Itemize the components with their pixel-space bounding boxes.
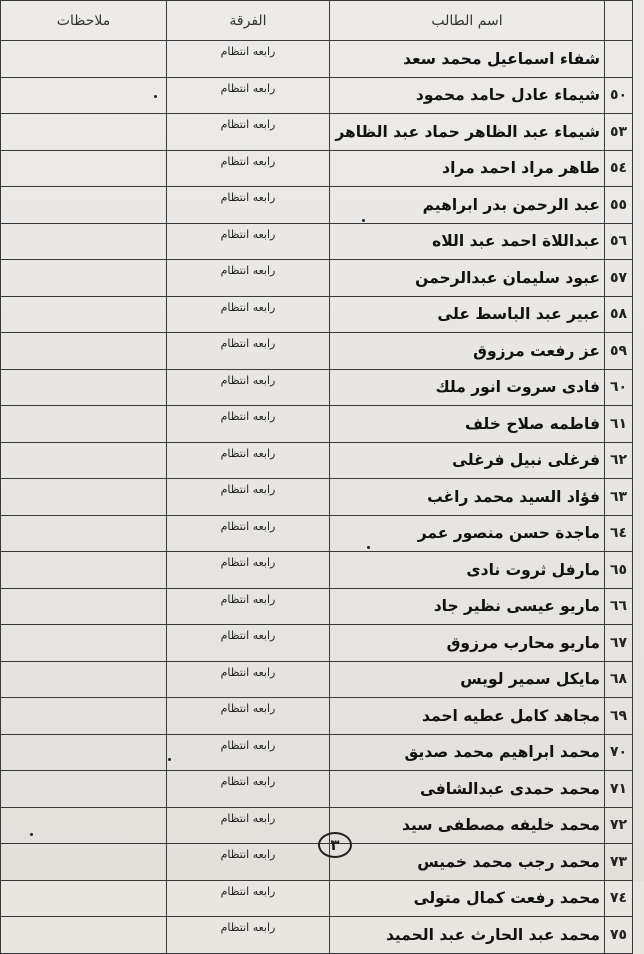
student-notes bbox=[1, 114, 167, 151]
student-name: عبد الرحمن بدر ابراهيم bbox=[330, 187, 605, 224]
table-row bbox=[1, 223, 633, 260]
student-notes bbox=[1, 588, 167, 625]
table-row bbox=[1, 625, 633, 662]
student-notes bbox=[1, 333, 167, 370]
student-year: رابعه انتظام bbox=[167, 625, 330, 662]
table-row bbox=[1, 807, 633, 844]
student-notes bbox=[1, 771, 167, 808]
table-header-row bbox=[1, 1, 633, 41]
student-name: شفاء اسماعيل محمد سعد bbox=[330, 41, 605, 78]
student-number: ٦٣ bbox=[605, 479, 633, 516]
student-name: مجاهد كامل عطيه احمد bbox=[330, 698, 605, 735]
table-row bbox=[1, 406, 633, 443]
student-number: ٦٠ bbox=[605, 369, 633, 406]
header-notes: ملاحظات bbox=[1, 1, 167, 41]
student-notes bbox=[1, 807, 167, 844]
student-notes bbox=[1, 734, 167, 771]
student-notes bbox=[1, 698, 167, 735]
student-name: محمد ابراهيم محمد صديق bbox=[330, 734, 605, 771]
student-name: محمد خليفه مصطفى سيد bbox=[330, 807, 605, 844]
student-year: رابعه انتظام bbox=[167, 77, 330, 114]
student-number: ٦٧ bbox=[605, 625, 633, 662]
table-row bbox=[1, 333, 633, 370]
student-year: رابعه انتظام bbox=[167, 661, 330, 698]
table-row bbox=[1, 187, 633, 224]
table-row bbox=[1, 771, 633, 808]
student-number: ٧٥ bbox=[605, 917, 633, 954]
student-year: رابعه انتظام bbox=[167, 771, 330, 808]
table-row bbox=[1, 260, 633, 297]
student-year: رابعه انتظام bbox=[167, 844, 330, 881]
table-row bbox=[1, 369, 633, 406]
student-number: ٦٤ bbox=[605, 515, 633, 552]
student-number: ٥٣ bbox=[605, 114, 633, 151]
student-number: ٦٦ bbox=[605, 588, 633, 625]
student-year: رابعه انتظام bbox=[167, 260, 330, 297]
student-notes bbox=[1, 442, 167, 479]
student-year: رابعه انتظام bbox=[167, 333, 330, 370]
student-number: ٥٩ bbox=[605, 333, 633, 370]
student-notes bbox=[1, 552, 167, 589]
student-number: ٥٠ bbox=[605, 77, 633, 114]
student-name: محمد رفعت كمال متولى bbox=[330, 880, 605, 917]
table-body bbox=[1, 41, 633, 954]
student-name: فاطمه صلاح خلف bbox=[330, 406, 605, 443]
student-notes bbox=[1, 515, 167, 552]
student-year: رابعه انتظام bbox=[167, 880, 330, 917]
student-name: فرغلى نبيل فرغلى bbox=[330, 442, 605, 479]
student-year: رابعه انتظام bbox=[167, 223, 330, 260]
student-notes bbox=[1, 150, 167, 187]
student-name: محمد عبد الحارث عبد الحميد bbox=[330, 917, 605, 954]
stray-mark bbox=[154, 95, 157, 98]
student-year: رابعه انتظام bbox=[167, 187, 330, 224]
student-name: مايكل سمير لويس bbox=[330, 661, 605, 698]
stray-mark bbox=[362, 219, 365, 222]
student-number: ٥٤ bbox=[605, 150, 633, 187]
student-number: ٥٦ bbox=[605, 223, 633, 260]
student-year: رابعه انتظام bbox=[167, 515, 330, 552]
table-row bbox=[1, 880, 633, 917]
student-name: فؤاد السيد محمد راغب bbox=[330, 479, 605, 516]
table-row bbox=[1, 844, 633, 881]
student-notes bbox=[1, 661, 167, 698]
student-notes bbox=[1, 369, 167, 406]
student-year: رابعه انتظام bbox=[167, 114, 330, 151]
student-name: عبداللاة احمد عبد اللاه bbox=[330, 223, 605, 260]
student-notes bbox=[1, 77, 167, 114]
student-notes bbox=[1, 296, 167, 333]
student-notes bbox=[1, 41, 167, 78]
student-notes bbox=[1, 187, 167, 224]
student-number: ٦٩ bbox=[605, 698, 633, 735]
student-year: رابعه انتظام bbox=[167, 296, 330, 333]
student-number: ٦٥ bbox=[605, 552, 633, 589]
table-row bbox=[1, 442, 633, 479]
student-year: رابعه انتظام bbox=[167, 41, 330, 78]
student-name: فادى سروت انور ملك bbox=[330, 369, 605, 406]
student-name: محمد حمدى عبدالشافى bbox=[330, 771, 605, 808]
student-notes bbox=[1, 625, 167, 662]
table-row bbox=[1, 114, 633, 151]
student-notes bbox=[1, 260, 167, 297]
student-year: رابعه انتظام bbox=[167, 807, 330, 844]
student-number: ٥٥ bbox=[605, 187, 633, 224]
student-number: ٦١ bbox=[605, 406, 633, 443]
student-name: عبير عبد الباسط على bbox=[330, 296, 605, 333]
table-row bbox=[1, 515, 633, 552]
table-row bbox=[1, 917, 633, 954]
header-student-name: اسم الطالب bbox=[330, 1, 605, 41]
student-notes bbox=[1, 917, 167, 954]
student-number: ٧١ bbox=[605, 771, 633, 808]
page-number-text: ٣ bbox=[330, 836, 340, 854]
header-number-cell bbox=[605, 1, 633, 41]
student-notes bbox=[1, 479, 167, 516]
table-row bbox=[1, 479, 633, 516]
student-year: رابعه انتظام bbox=[167, 917, 330, 954]
student-number: ٦٨ bbox=[605, 661, 633, 698]
student-name: ماجدة حسن منصور عمر bbox=[330, 515, 605, 552]
student-year: رابعه انتظام bbox=[167, 406, 330, 443]
table-row bbox=[1, 77, 633, 114]
student-name: طاهر مراد احمد مراد bbox=[330, 150, 605, 187]
student-notes bbox=[1, 844, 167, 881]
student-name: شيماء عبد الظاهر حماد عبد الظاهر bbox=[330, 114, 605, 151]
table-row bbox=[1, 552, 633, 589]
table-row bbox=[1, 588, 633, 625]
student-year: رابعه انتظام bbox=[167, 698, 330, 735]
student-number: ٧٣ bbox=[605, 844, 633, 881]
student-number: ٦٢ bbox=[605, 442, 633, 479]
stray-mark bbox=[367, 546, 370, 549]
stray-mark bbox=[168, 758, 171, 761]
student-number bbox=[605, 41, 633, 78]
student-notes bbox=[1, 406, 167, 443]
student-year: رابعه انتظام bbox=[167, 479, 330, 516]
page-number bbox=[318, 832, 352, 858]
student-number: ٥٨ bbox=[605, 296, 633, 333]
table-row bbox=[1, 150, 633, 187]
student-year: رابعه انتظام bbox=[167, 442, 330, 479]
table-row bbox=[1, 661, 633, 698]
student-name: عز رفعت مرزوق bbox=[330, 333, 605, 370]
student-year: رابعه انتظام bbox=[167, 552, 330, 589]
student-year: رابعه انتظام bbox=[167, 734, 330, 771]
student-name: مارفل ثروت نادى bbox=[330, 552, 605, 589]
student-number: ٥٧ bbox=[605, 260, 633, 297]
student-name: ماريو محارب مرزوق bbox=[330, 625, 605, 662]
student-notes bbox=[1, 880, 167, 917]
student-number: ٧٢ bbox=[605, 807, 633, 844]
header-year: الفرقة bbox=[167, 1, 330, 41]
student-year: رابعه انتظام bbox=[167, 369, 330, 406]
table-row bbox=[1, 296, 633, 333]
table-row bbox=[1, 698, 633, 735]
student-number: ٧٤ bbox=[605, 880, 633, 917]
student-year: رابعه انتظام bbox=[167, 588, 330, 625]
student-notes bbox=[1, 223, 167, 260]
stray-mark bbox=[30, 833, 33, 836]
table-row bbox=[1, 41, 633, 78]
student-name: محمد رجب محمد خميس bbox=[330, 844, 605, 881]
student-year: رابعه انتظام bbox=[167, 150, 330, 187]
student-number: ٧٠ bbox=[605, 734, 633, 771]
student-name: عبود سليمان عبدالرحمن bbox=[330, 260, 605, 297]
student-name: ماريو عيسى نظير جاد bbox=[330, 588, 605, 625]
table-row bbox=[1, 734, 633, 771]
student-name: شيماء عادل حامد محمود bbox=[330, 77, 605, 114]
